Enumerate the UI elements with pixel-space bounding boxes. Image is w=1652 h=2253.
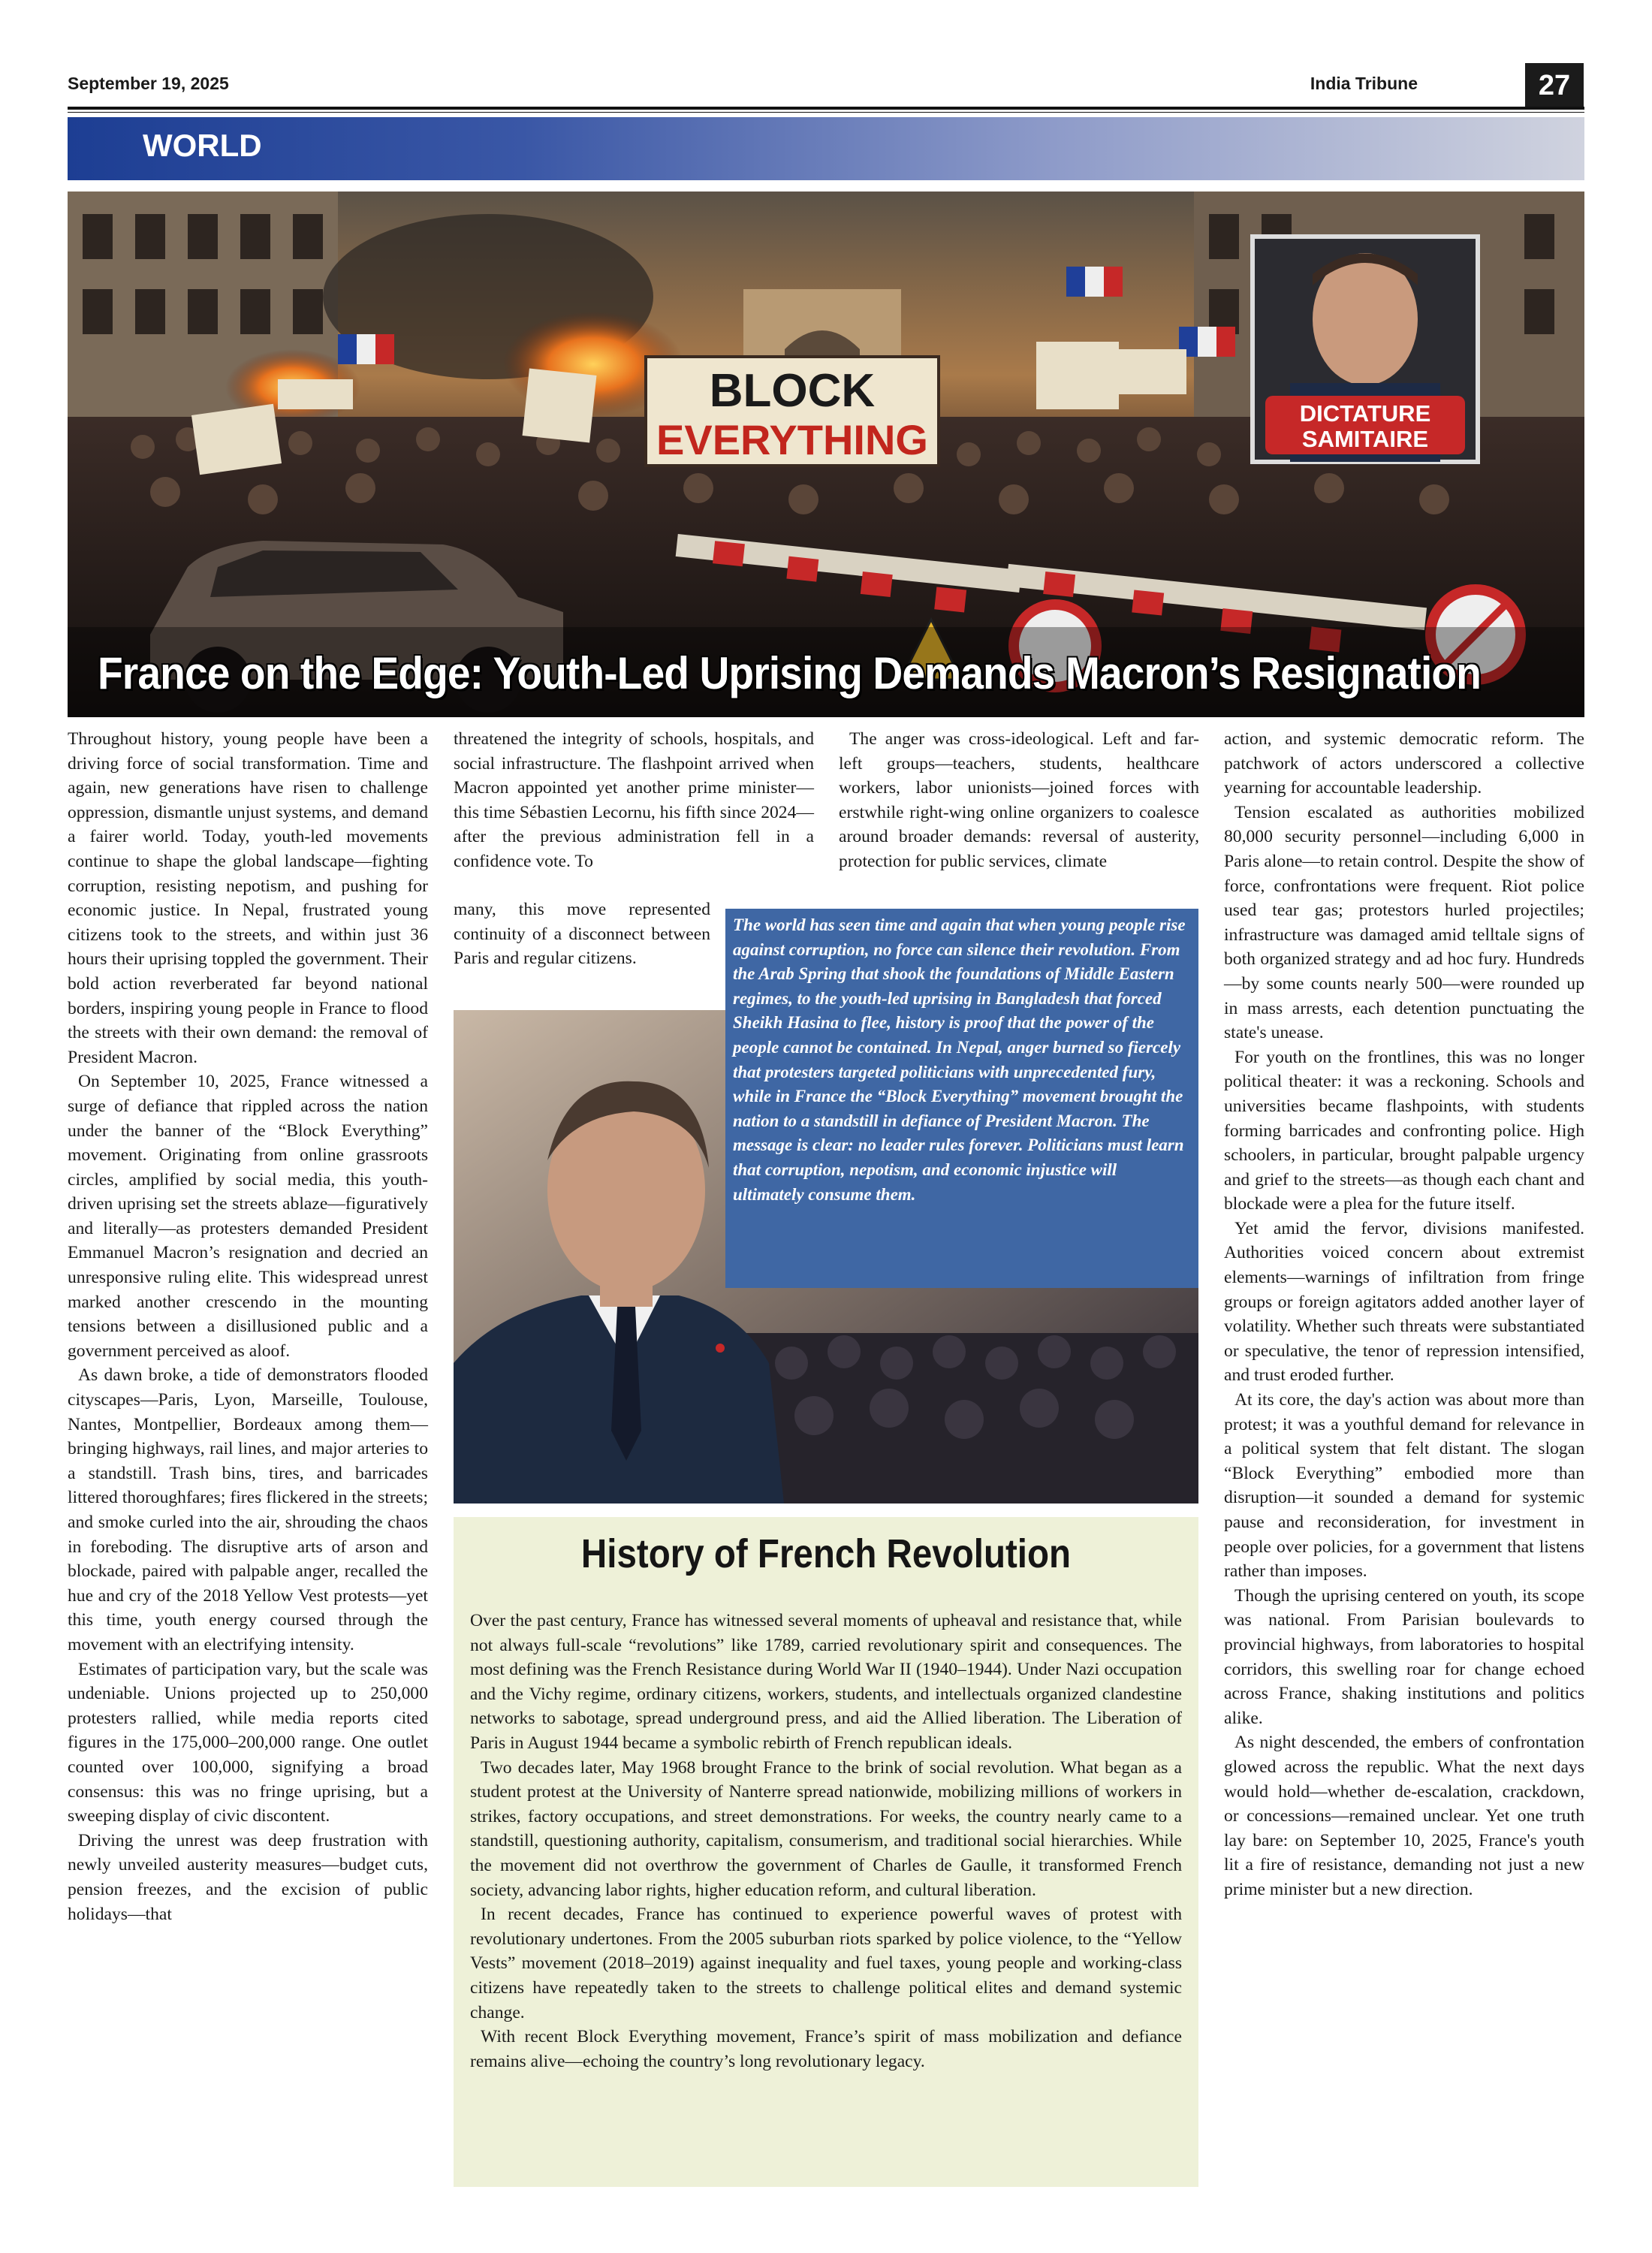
main-headline: France on the Edge: Youth-Led Uprising Demands Macron’s Resignation (98, 648, 1481, 698)
dictature-billboard (1253, 237, 1478, 462)
paragraph: The anger was cross-ideological. Left and far-left groups—teachers, students, healthcare workers, labor unionists—joined forces with erstwhile right-wing online organizers to coalesce around broader demands: reversal of austerity, protection for public services, climate (839, 729, 1199, 871)
paragraph: action, and systemic democratic reform. The patchwork of actors underscored a collective yearning for accountable leadership. (1224, 729, 1584, 798)
article-column-3 (839, 727, 1199, 874)
paragraph: For youth on the frontlines, this was no longer political theater: it was a reckoning. Schools and universities became flashpoints, with students forming barricades and confronting police. High schoolers, in particular, brought palpable urgency and grief to the streets—as though each chant and blockade were a plea for the future itself. (1224, 1047, 1584, 1214)
paragraph: Estimates of participation vary, but the scale was undeniable. Unions projected up to 250,000 protesters rallied, while media reports cited figures in the 175,000–200,000 range. One outlet counted over 100,000, signifying a broad consensus: this was no fringe uprising, but a sweeping display of civic discontent. (68, 1659, 428, 1826)
paragraph: Over the past century, France has witnessed several moments of upheaval and resistance that, while not always full-scale “revolutions” like 1789, carried revolutionary spirit and consequences. The most defining was the French Resistance during World War II (1940–1944). Under Nazi occupation and the Vichy regime, ordinary citizens, workers, students, and intellectuals organized clandestine networks to sabotage, spread underground press, and aid the Allied liberation. The Liberation of Paris in August 1944 became a symbolic rebirth of French republican ideals. (470, 1611, 1182, 1753)
article-column-2 (454, 727, 814, 874)
history-sidebar-box (454, 1517, 1198, 2187)
page-number: 27 (1525, 63, 1584, 108)
paragraph: Throughout history, young people have been a driving force of social transformation. Time and again, new generations have risen to challenge oppression, dismantle unjust systems, and demand a fairer world. Today, youth-led movements continue to shape the global landscape—fighting corruption, resisting nepotism, and pushing for economic justice. In Nepal, frustrated young citizens took to the streets, and within just 36 hours their uprising toppled the government. Their bold action reverberated far beyond national borders, inspiring young people in France to flood the streets with their own demand: the removal of President Macron. (68, 729, 428, 1067)
section-banner (68, 117, 1584, 180)
history-title: History of French Revolution (580, 1531, 1072, 1576)
svg-text:BLOCK: BLOCK (709, 365, 876, 417)
article-column-2-continued: many, this move represented continuity of a disconnect between Paris and regular citizens. (454, 900, 710, 969)
paragraph: threatened the integrity of schools, hospitals, and social infrastructure. The flashpoint arrived when Macron appointed yet another prime minister—this time Sébastien Lecornu, his fifth since 2024—after the previous administration fell in a confidence vote. To (454, 729, 814, 871)
history-body (470, 1609, 1182, 2074)
paragraph: With recent Block Everything movement, France’s spirit of mass mobilization and defiance remains alive—echoing the country’s long revolutionary legacy. (470, 2027, 1182, 2071)
paragraph: Though the uprising centered on youth, its scope was national. From Parisian boulevards to provincial highways, from laboratories to hospital corridors, this swelling roar for change echoed across France, shaking institutions and politics alike. (1224, 1585, 1584, 1728)
paragraph: Tension escalated as authorities mobilized 80,000 security personnel—including 6,000 in Paris alone—to retain control. Despite the show of force, confrontations were frequent. Riot police used tear gas; protestors hurled projectiles; infrastructure was damaged amid telltale signs of both organized strategy and ad hoc fury. Hundreds—by some counts nearly 500—were rounded up in mass arrests, each detention punctuating the state's unease. (1224, 802, 1584, 1043)
paragraph: Driving the unrest was deep frustration with newly unveiled austerity measures—budget cuts, pension freezes, and the excision of public holidays—that (68, 1830, 428, 1924)
header-rule-thin (68, 112, 1584, 113)
paragraph: In recent decades, France has continued to experience powerful waves of protest with revolutionary undertones. From the 2005 suburban riots sparked by police violence, to the “Yellow Vests” movement (2018–2019) against inequality and fuel taxes, young people and working-class citizens have repeatedly taken to the streets to challenge political elites and demand systemic change. (470, 1905, 1182, 2022)
article-column-1 (68, 727, 428, 1926)
publication-name: India Tribune (1310, 74, 1418, 93)
pull-quote: The world has seen time and again that when young people rise against corruption, no force can silence their revolution. From the Arab Spring that shook the foundations of Middle Eastern regimes, to the youth-led uprising in Bangladesh that forced Sheikh Hasina to flee, history is proof that the power of the people cannot be contained. In Nepal, anger burned so fiercely that protesters targeted politicians with unprecedented fury, while in France the “Block Everything” movement brought the nation to a standstill in defiance of President Macron. The message is clear: no leader rules forever. Politicians must learn that corruption, nepotism, and economic injustice will ultimately consume them. (725, 909, 1198, 1288)
article-column-4 (1224, 727, 1584, 1902)
issue-date: September 19, 2025 (68, 74, 229, 93)
paragraph: At its core, the day's action was about more than protest; it was a youthful demand for relevance in a political system that felt distant. The slogan “Block Everything” embodied more than disruption—it sounded a demand for systemic pause and reconsideration, for investment in people over policies, for a government that listens rather than imposes. (1224, 1390, 1584, 1582)
section-label: WORLD (143, 128, 262, 163)
svg-text:SAMITAIRE: SAMITAIRE (1301, 426, 1429, 452)
protest-scene-illustration (68, 192, 1584, 717)
paragraph: Two decades later, May 1968 brought France to the brink of social revolution. What began as a student protest at the University of Nanterre spread nationwide, mobilizing millions of workers in strikes, factory occupations, and street demonstrations. For weeks, the country nearly came to a standstill, questioning authority, capitalism, consumerism, and traditional social hierarchies. While the movement did not overthrow the government of Charles de Gaulle, it transformed French society, advancing labor rights, higher education reform, and cultural liberation. (470, 1757, 1182, 1900)
block-everything-sign (646, 357, 939, 466)
header-rule (68, 107, 1584, 110)
paragraph: As dawn broke, a tide of demonstrators flooded cityscapes—Paris, Lyon, Marseille, Toulouse, Nantes, Montpellier, Bordeaux among them—bringing highways, rail lines, and major arteries to a standstill. Trash bins, tires, and barricades littered thoroughfares; fires flickered in the streets; and smoke curled into the air, shrouding the chaos in foreboding. The disruptive arts of arson and blockade, paired with palpable anger, recalled the hue and cry of the 2018 Yellow Vest protests—yet this time, youth energy coursed through the movement with an electrifying intensity. (68, 1365, 428, 1654)
paragraph: As night descended, the embers of confrontation glowed across the republic. What the next days would hold—whether de-escalation, crackdown, or concessions—remained unclear. Yet one truth lay bare: on September 10, 2025, France's youth lit a fire of resistance, demanding not just a new prime minister but a new direction. (1224, 1733, 1584, 1899)
svg-text:DICTATURE: DICTATURE (1299, 400, 1431, 427)
paragraph: On September 10, 2025, France witnessed a surge of defiance that rippled across the nation under the banner of the “Block Everything” movement. Originating from online grassroots circles, amplified by social media, this youth-driven uprising set the streets ablaze—figuratively and literally—as protesters demanded President Emmanuel Macron’s resignation and decried an unresponsive ruling elite. This widespread unrest marked another crescendo in the mounting tensions between a disillusioned public and a government perceived as aloof. (68, 1072, 428, 1361)
hero-image (68, 192, 1584, 717)
paragraph: Yet amid the fervor, divisions manifested. Authorities voiced concern about extremist elements—warnings of infiltration from fringe groups or foreign agitators added another layer of volatility. Whether such threats were substantiated or speculative, the tenor of repression intensified, and trust eroded further. (1224, 1218, 1584, 1386)
svg-text:EVERYTHING: EVERYTHING (656, 416, 928, 463)
